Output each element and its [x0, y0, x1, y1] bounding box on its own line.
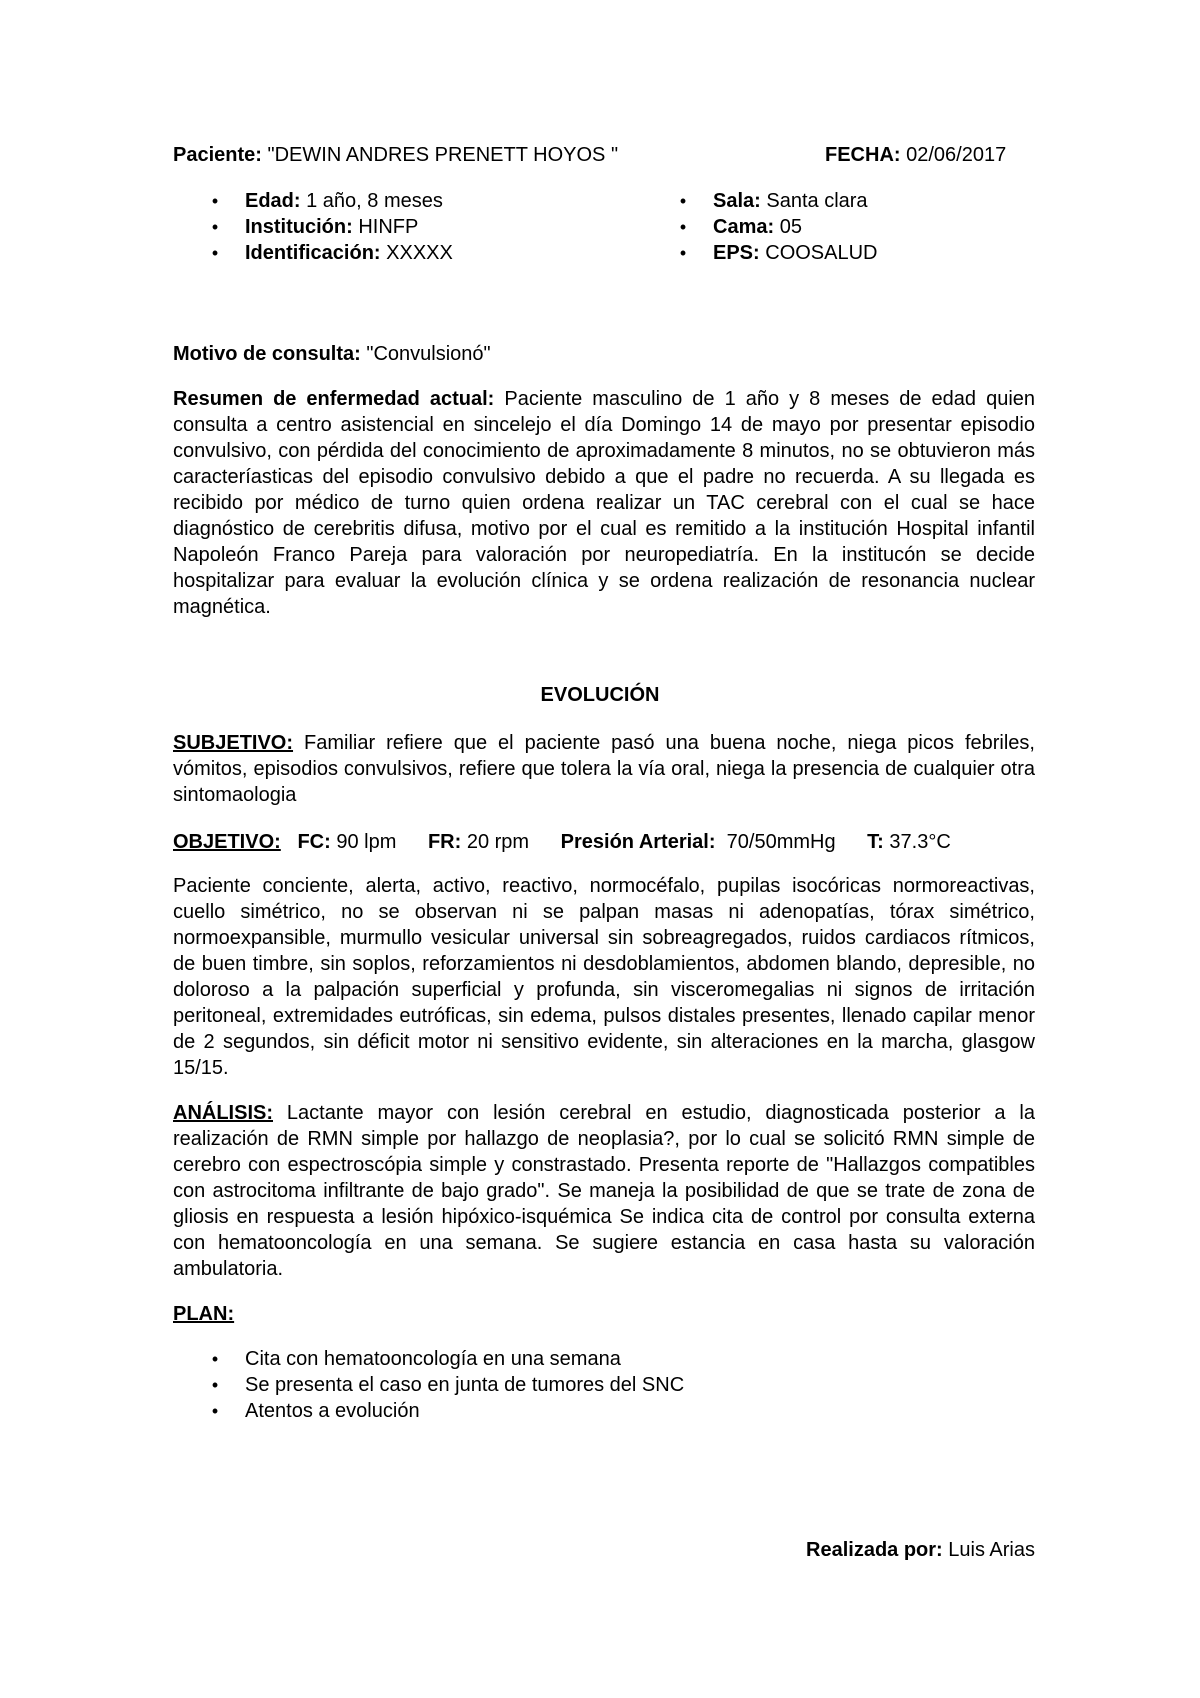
bullet-icon: •: [679, 243, 687, 263]
objetivo-exam-paragraph: Paciente conciente, alerta, activo, reactivo, normocéfalo, pupilas isocóricas normoreactivas, cuello simétrico, no se observan ni se palpan masas ni adenopatías, tórax simétrico, normoexpansible, murmullo vesicular universal sin sobreagregados, ruidos cardiacos rítmicos, de buen timbre, sin soplos, reforzamientos ni desdoblamientos, abdomen blando, depresible, no doloroso a la palpación superficial y profunda, sin visceromegalias ni signos de irritación peritoneal, extremidades eutróficas, sin edema, pulsos distales presentes, llenado capilar menor de 2 segundos, sin déficit motor ni sensitivo evidente, sin alteraciones en la marcha, glasgow 15/15.: [173, 875, 1035, 1079]
date-line: [825, 144, 1006, 167]
bullet-icon: •: [211, 217, 219, 237]
list-item: • EPS: COOSALUD: [713, 240, 878, 266]
list-item: • Atentos a evolución: [245, 1398, 684, 1424]
list-item: • Cita con hematooncología en una semana: [245, 1346, 684, 1372]
resumen-paragraph: Resumen de enfermedad actual: Paciente masculino de 1 año y 8 meses de edad quien consulta a centro asistencial en sincelejo el día Domingo 14 de mayo por presentar episodio convulsivo, con pérdida del conocimiento de aproximadamente 8 minutos, no se obtuvieron más caracteríasticas del episodio convulsivo debido a que el padre no recuerda. A su llegada es recibido por médico de turno quien ordena realizar un TAC cerebral con el cual se hace diagnóstico de cerebritis difusa, motivo por el cual es remitido a la institución Hospital infantil Napoleón Franco Pareja para valoración por neuropediatría. En la institucón se decide hospitalizar para evaluar la evolución clínica y se ordena realización de resonancia nuclear magnética.: [173, 388, 1036, 618]
date-value: 02/06/2017: [906, 144, 1007, 166]
analisis-paragraph: ANÁLISIS: Lactante mayor con lesión cerebral en estudio, diagnosticada posterior a la realización de RMN simple por hallazgo de neoplasia?, por lo cual se solicitó RMN simple de cerebro con espectroscópia simple y constrastado. Presenta reporte de "Hallazgos compatibles con astrocitoma infiltrante de bajo grado". Se maneja la posibilidad de que se trate de zona de gliosis en respuesta a lesión hipóxico-isquémica Se indica cita de control por consulta externa con hematooncología en una semana. Se sugiere estancia en casa hasta su valoración ambulatoria.: [173, 1102, 1036, 1280]
bullet-icon: •: [211, 243, 219, 263]
motivo-line: Motivo de consulta: "Convulsionó": [173, 343, 491, 365]
plan-label: PLAN:: [173, 1303, 235, 1325]
bullet-icon: •: [679, 217, 687, 237]
bullet-icon: •: [211, 1349, 219, 1369]
objetivo-vitals: OBJETIVO: FC: 90 lpm FR: 20 rpm Presión Arterial: 70/50mmHg T: 37.3°C: [173, 831, 951, 853]
patient-label: Paciente:: [173, 144, 262, 166]
subjetivo-paragraph: SUBJETIVO: Familiar refiere que el paciente pasó una buena noche, niega picos febriles, vómitos, episodios convulsivos, refiere que tolera la vía oral, niega la presencia de cualquier otra sintomaologia: [173, 732, 1035, 806]
bullet-icon: •: [211, 191, 219, 211]
patient-name: "DEWIN ANDRES PRENETT HOYOS ": [267, 144, 619, 166]
list-item: • Sala: Santa clara: [713, 188, 878, 214]
list-item: • Cama: 05: [713, 214, 878, 240]
list-item: • Institución: HINFP: [245, 214, 453, 240]
date-label: FECHA:: [825, 144, 901, 166]
list-item: • Edad: 1 año, 8 meses: [245, 188, 453, 214]
bullet-icon: •: [211, 1375, 219, 1395]
info-right-list: [679, 188, 878, 266]
bullet-icon: •: [679, 191, 687, 211]
bullet-icon: •: [211, 1401, 219, 1421]
signature-line: Realizada por: Luis Arias: [806, 1539, 1035, 1561]
list-item: • Identificación: XXXXX: [245, 240, 453, 266]
info-left-list: [211, 188, 453, 266]
section-title: EVOLUCIÓN: [540, 684, 660, 706]
plan-list: [211, 1346, 685, 1424]
patient-line: [173, 144, 618, 167]
list-item: • Se presenta el caso en junta de tumores del SNC: [245, 1372, 684, 1398]
